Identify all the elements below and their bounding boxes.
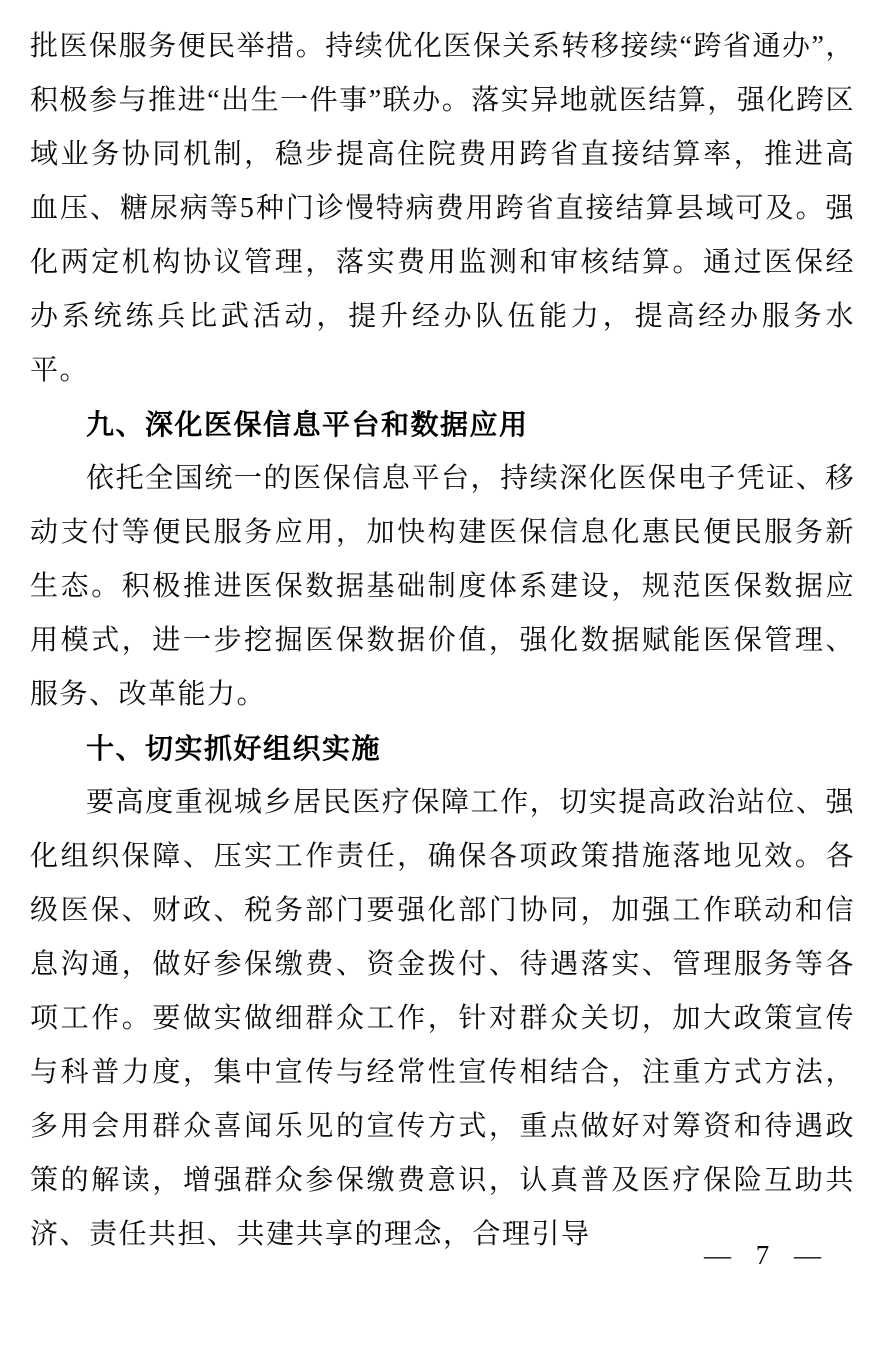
- section-heading-nine: 九、深化医保信息平台和数据应用: [86, 409, 529, 440]
- page-number: — 7 —: [704, 1240, 823, 1270]
- section-heading-ten: 十、切实抓好组织实施: [86, 733, 382, 764]
- section-nine-paragraph: 依托全国统一的医保信息平台，持续深化医保电子凭证、移动支付等便民服务应用，加快构建医保信息化惠民便民服务新生态。积极推进医保数据基础制度体系建设，规范医保数据应用模式，进一步挖掘医保数据价值，强化数据赋能医保管理、服务、改革能力。: [30, 463, 855, 710]
- continuation-paragraph: 批医保服务便民举措。持续优化医保关系转移接续“跨省通办”，积极参与推进“出生一件事”联办。落实异地就医结算，强化跨区域业务协同机制，稳步提高住院费用跨省直接结算率，推进高血压、糖尿病等5种门诊慢特病费用跨省直接结算县域可及。强化两定机构协议管理，落实费用监测和审核结算。通过医保经办系统练兵比武活动，提升经办队伍能力，提高经办服务水平。: [30, 31, 855, 386]
- section-ten-paragraph: 要高度重视城乡居民医疗保障工作，切实提高政治站位、强化组织保障、压实工作责任，确保各项政策措施落地见效。各级医保、财政、税务部门要强化部门协同，加强工作联动和信息沟通，做好参保缴费、资金拨付、待遇落实、管理服务等各项工作。要做实做细群众工作，针对群众关切，加大政策宣传与科普力度，集中宣传与经常性宣传相结合，注重方式方法，多用会用群众喜闻乐见的宣传方式，重点做好对筹资和待遇政策的解读，增强群众参保缴费意识，认真普及医疗保险互助共济、责任共担、共建共享的理念，合理引导: [30, 787, 855, 1250]
